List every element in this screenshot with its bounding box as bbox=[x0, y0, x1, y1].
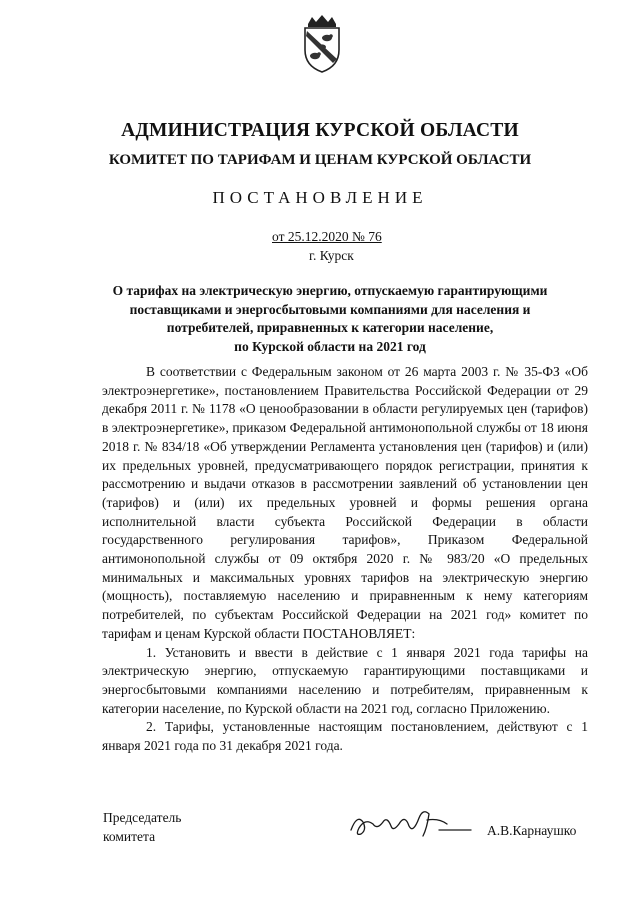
document-type-title: ПОСТАНОВЛЕНИЕ bbox=[212, 188, 428, 207]
body-paragraph-item-2: 2. Тарифы, установленные настоящим постановлением, действуют с 1 января 2021 года по 31 декабря 2021 года. bbox=[102, 719, 588, 754]
document-subject bbox=[90, 282, 570, 356]
signatory-role-line: комитета bbox=[103, 829, 156, 844]
kursk-region-coat-of-arms-icon bbox=[300, 14, 344, 74]
subject-line: потребителей, приравненных к категории население, bbox=[166, 320, 494, 335]
handwritten-signature bbox=[343, 800, 473, 845]
admin-title: АДМИНИСТРАЦИЯ КУРСКОЙ ОБЛАСТИ bbox=[121, 120, 519, 141]
signatory-name: А.В.Карнаушко bbox=[487, 823, 577, 838]
subject-line: поставщиками и энергосбытовыми компаниями для населения и bbox=[129, 301, 531, 317]
committee-title: КОМИТЕТ ПО ТАРИФАМ И ЦЕНАМ КУРСКОЙ ОБЛАСТИ bbox=[108, 152, 532, 168]
subject-line: О тарифах на электрическую энергию, отпускаемую гарантирующими bbox=[112, 283, 548, 298]
signatory-role-line: Председатель bbox=[103, 810, 182, 825]
signatory-role bbox=[103, 808, 181, 846]
body-paragraph-preamble: В соответствии с Федеральным законом от 26 марта 2003 г. № 35-ФЗ «Об электроэнергетике», постановлением Правительства Российской Федерации от 29 декабря 2011 г. № 1178 «О ценообразовании в области регулируемых цен (тарифов) в электроэнергетике», приказом Федеральной антимонопольной службы от 18 июня 2018 г. № 834/18 «Об утверждении Регламента установления цен (тарифов) и (или) их предельных уровней, предусматривающего порядок регистрации, принятия к рассмотрению и выдачи отказов в рассмотрении заявлений об установлении цен (тарифов) и (или) их предельных уровней и формы решения органа исполнительной власти субъекта Российской Федерации в области государственного регулирования тарифов», Приказом Федеральной антимонопольной службы от 09 октября 2020 г. № 983/20 «О предельных минимальных и максимальных уровнях тарифов на электрическую энергию (мощность), поставляемую населению и приравненным к нему категориям потребителей, по субъектам Российской Федерации на 2021 год» комитет по тарифам и ценам Курской области ПОСТАНОВЛЯЕТ: bbox=[102, 364, 588, 641]
document-body bbox=[102, 363, 588, 756]
subject-line: по Курской области на 2021 год bbox=[234, 338, 426, 354]
city: г. Курск bbox=[309, 248, 354, 263]
date-and-number: от 25.12.2020 № 76 bbox=[272, 229, 382, 244]
body-paragraph-item-1: 1. Установить и ввести в действие с 1 января 2021 года тарифы на электрическую энергию, отпускаемую гарантирующими поставщиками и энергосбытовыми компаниями населению и потребителям, приравненным к категории население, по Курской области на 2021 год, согласно Приложению. bbox=[102, 644, 588, 716]
